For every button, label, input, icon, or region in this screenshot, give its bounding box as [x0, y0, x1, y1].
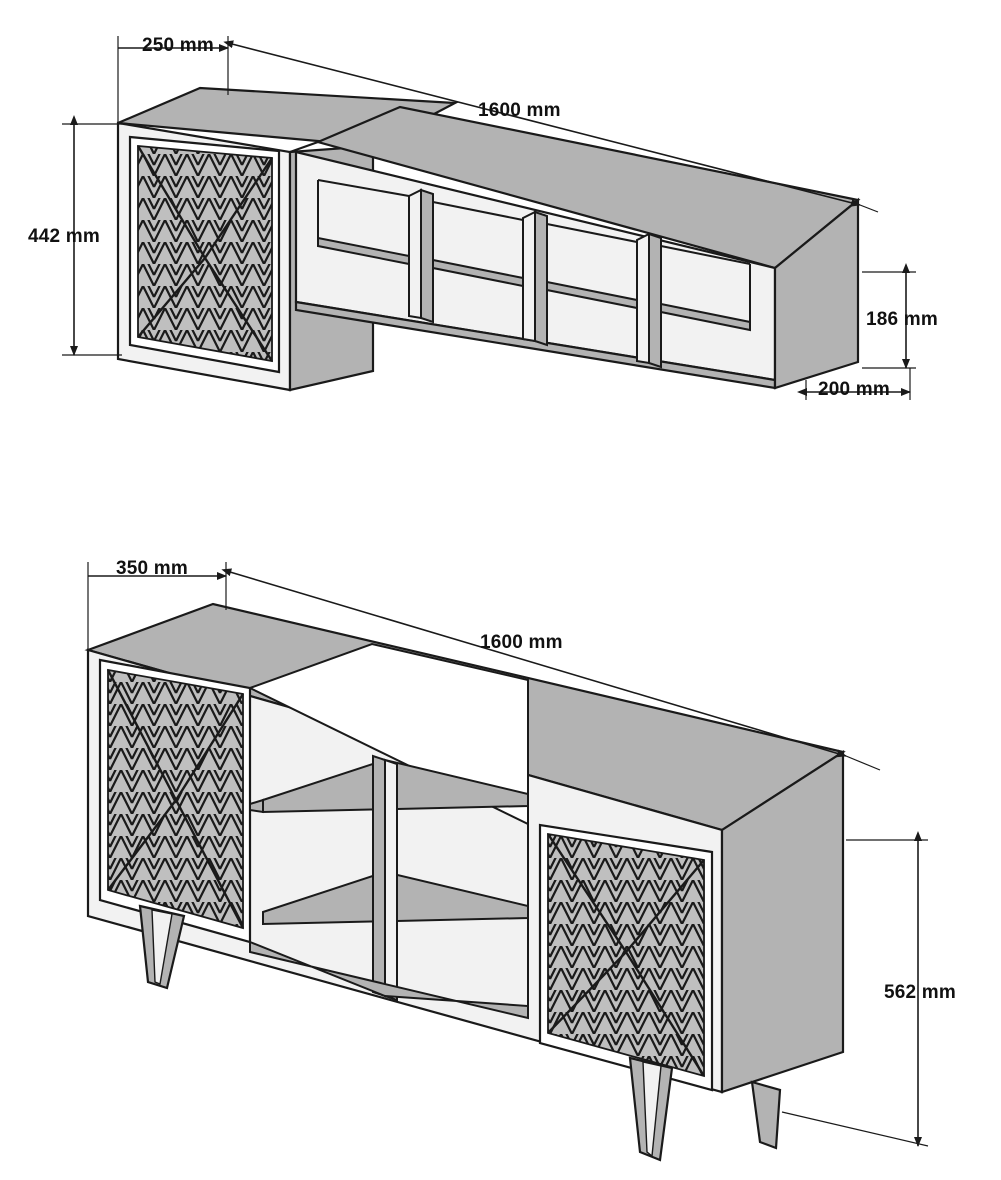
dimension-label-350: 350 mm [116, 558, 188, 579]
dimension-label-200: 200 mm [818, 379, 890, 400]
ext-line-1600-lower [846, 756, 880, 770]
dimension-label-250: 250 mm [142, 35, 214, 56]
dimension-label-1600-lower: 1600 mm [480, 632, 563, 653]
dimension-label-442: 442 mm [28, 226, 100, 247]
leg-back-right [752, 1082, 780, 1148]
dimension-label-562: 562 mm [884, 982, 956, 1003]
ext-line-562-b [782, 1112, 928, 1146]
dimension-label-186: 186 mm [866, 309, 938, 330]
wall-unit-view [62, 36, 916, 400]
ext-line-1600-upper [860, 205, 878, 212]
dimension-label-1600-upper: 1600 mm [478, 100, 561, 121]
